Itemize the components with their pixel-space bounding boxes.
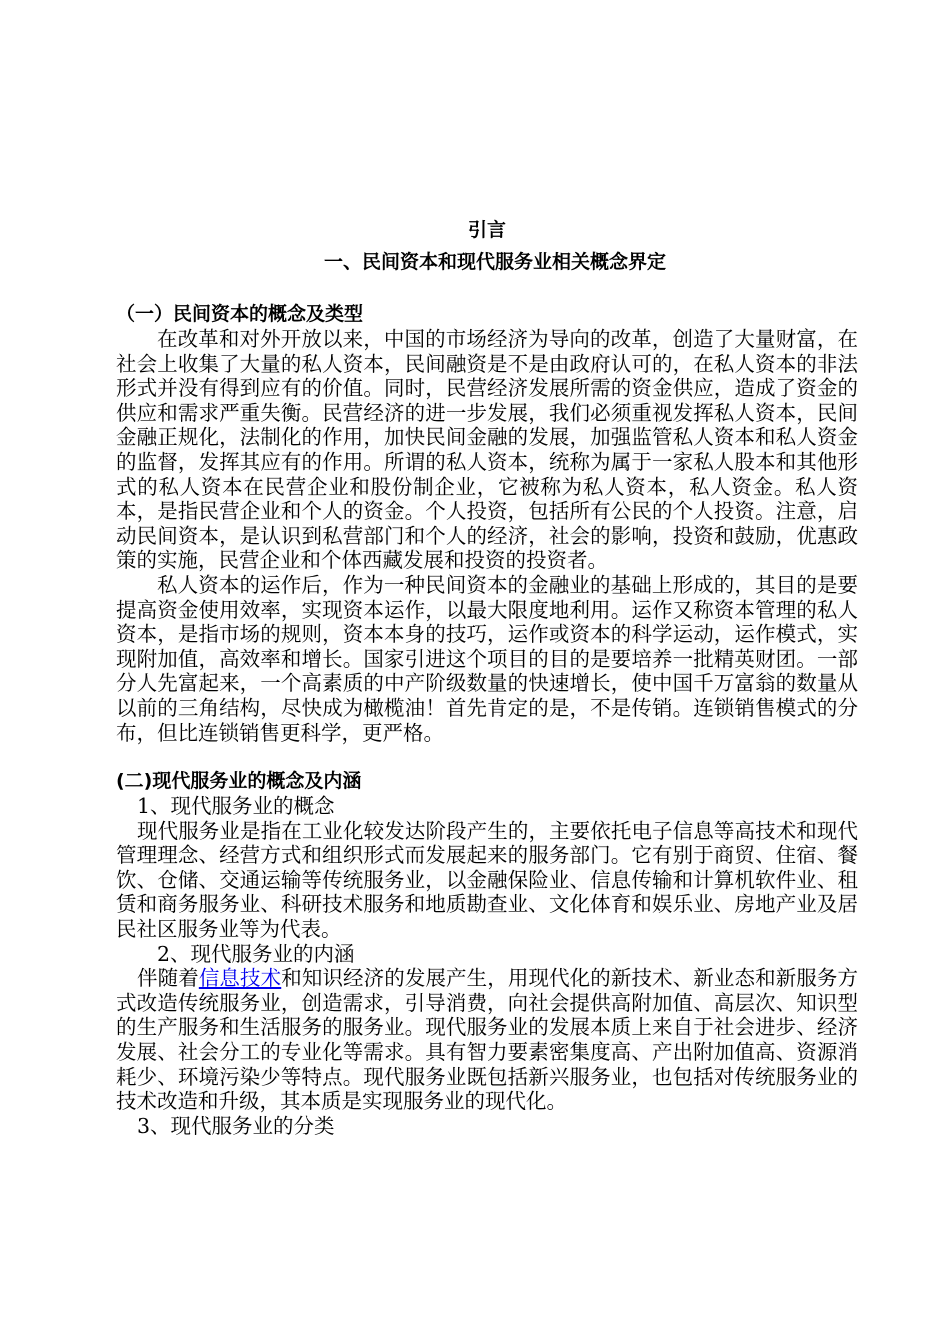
section-heading-private-capital: （一）民间资本的概念及类型 xyxy=(116,303,364,325)
subheading-modern-services-connotation: 2、现代服务业的内涵 xyxy=(157,941,355,966)
paragraph-private-capital-definition: 在改革和对外开放以来，中国的市场经济为导向的改革，创造了大量财富，在社会上收集了大量的私人资本，民间融资是不是由政府认可的，在私人资本的非法形式并没有得到应有的价值。同时，民营经济发展所需的资金供应，造成了资金的供应和需求严重失衡。民营经济的进一步发展，我们必须重视发挥私人资本，民间金融正规化，法制化的作用，加快民间金融的发展，加强监管私人资本和私人资金的监督，发挥其应有的作用。所谓的私人资本，统称为属于一家私人股本和其他形式的私人资本在民营企业和股份制企业，它被称为私人资本，私人资金。私人资本，是指民营企业和个人的资金。个人投资，包括所有公民的个人投资。注意，启动民间资本，是认识到私营部门和个人的经济，社会的影响，投资和鼓励，优惠政策的实施，民营企业和个体西藏发展和投资的投资者。 xyxy=(116,327,858,573)
paragraph-text-rest: 和知识经济的发展产生，用现代化的新技术、新业态和新服务方式改造传统服务业，创造需求，引导消费，向社会提供高附加值、高层次、知识型的生产服务和生活服务的服务业。现代服务业的发展本质上来自于社会进步、经济发展、社会分工的专业化等需求。具有智力要素密集度高、产出附加值高、资源消耗少、环境污染少等特点。现代服务业既包括新兴服务业，也包括对传统服务业的技术改造和升级，其本质是实现服务业的现代化。 xyxy=(116,966,859,1114)
spacer xyxy=(116,745,858,769)
paragraph-modern-services-concept: 现代服务业是指在工业化较发达阶段产生的，主要依托电子信息等高技术和现代管理理念、经营方式和组织形式而发展起来的服务部门。它有别于商贸、住宿、餐饮、仓储、交通运输等传统服务业，以金融保险业、信息传输和计算机软件业、租赁和商务服务业、科研技术服务和地质勘查业、文化体育和娱乐业、房地产业及居民社区服务业等为代表。 xyxy=(116,818,858,942)
document-body xyxy=(116,214,858,1138)
spacer xyxy=(116,278,858,302)
information-technology-link[interactable]: 信息技术 xyxy=(198,966,282,991)
section-heading-modern-services: (二)现代服务业的概念及内涵 xyxy=(116,770,362,793)
subheading-modern-services-concept: 1、现代服务业的概念 xyxy=(137,794,335,819)
paragraph-text-lead: 伴随着 xyxy=(137,966,199,991)
subheading-modern-services-classification: 3、现代服务业的分类 xyxy=(137,1113,335,1138)
paragraph-private-capital-operation: 私人资本的运作后，作为一种民间资本的金融业的基础上形成的，其目的是要提高资金使用效率，实现资本运作，以最大限度地利用。运作又称资本管理的私人资本，是指市场的规则，资本本身的技巧，运作或资本的科学运动，运作模式，实现附加值，高效率和增长。国家引进这个项目的目的是要培养一批精英财团。一部分人先富起来，一个高素质的中产阶级数量的快速增长，使中国千万富翁的数量从以前的三角结构，尽快成为橄榄油！首先肯定的是，不是传销。连锁销售模式的分布，但比连锁销售更科学，更严格。 xyxy=(116,572,858,745)
document-title: 引言 xyxy=(467,219,506,241)
paragraph-modern-services-connotation xyxy=(116,966,858,1114)
chapter-title: 一、民间资本和现代服务业相关概念界定 xyxy=(323,251,666,273)
